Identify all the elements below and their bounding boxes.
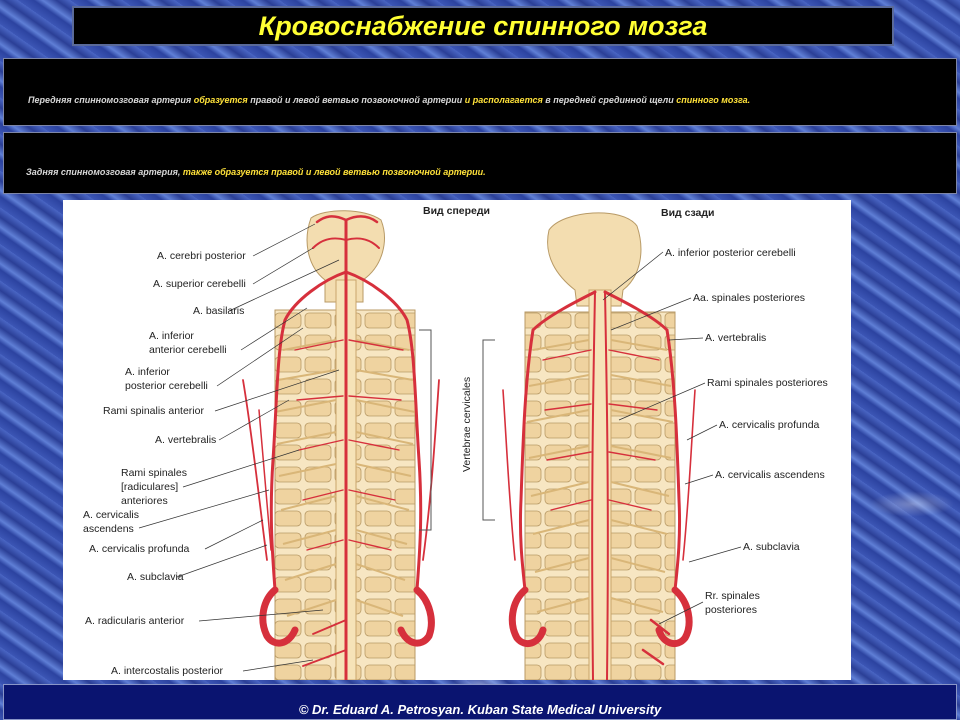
label-superior-cerebelli: A. superior cerebelli: [153, 278, 246, 290]
header-front: Вид спереди: [423, 205, 491, 217]
label-vertebralis: A. vertebralis: [155, 434, 217, 446]
label-inferior-posterior-1: A. inferior: [125, 366, 170, 378]
text-segment-highlight: также образуется правой и левой ветвью позвоночной артерии.: [182, 167, 486, 177]
label-inferior-anterior-1: A. inferior: [149, 330, 194, 342]
label-cervicalis-ascendens-1: A. cervicalis: [83, 509, 140, 521]
label-cervicalis-ascendens-back: A. cervicalis ascendens: [715, 469, 825, 481]
label-basilaris: A. basilaris: [193, 305, 245, 317]
label-inferior-anterior-2: anterior cerebelli: [149, 344, 227, 356]
label-intercostalis-posterior: A. intercostalis posterior: [111, 665, 224, 677]
text-segment: в передней срединной щели: [542, 95, 677, 105]
label-inferior-posterior-cerebelli: A. inferior posterior cerebelli: [665, 247, 796, 259]
text-segment-highlight: образуется: [193, 95, 248, 105]
label-cervicalis-profunda: A. cervicalis profunda: [89, 543, 190, 555]
label-rr-spinales-1: Rr. spinales: [705, 590, 760, 602]
footer-bar: [3, 684, 957, 720]
anatomy-illustration: [63, 200, 851, 680]
title-bar: [72, 6, 894, 46]
label-rami-spinales-1: Rami spinales: [121, 467, 187, 479]
label-inferior-posterior-2: posterior cerebelli: [125, 380, 208, 392]
anatomy-figure: [63, 200, 851, 680]
label-rami-spinales-3: anteriores: [121, 495, 168, 507]
label-rami-spinales-2: [radiculares]: [121, 481, 179, 493]
text-box-anterior: [3, 58, 957, 126]
vertebrae-label: Vertebrae cervicales: [461, 376, 473, 472]
front-view: [243, 211, 439, 680]
back-view: [483, 213, 695, 680]
label-subclavia-back: A. subclavia: [743, 541, 800, 553]
label-cerebri-posterior: A. cerebri posterior: [157, 250, 246, 262]
text-segment: Задняя спинномозговая артерия,: [26, 167, 183, 177]
text-line-anterior: [28, 95, 750, 105]
slide-title: Кровоснабжение спинного мозга: [258, 10, 708, 41]
header-back: Вид сзади: [661, 207, 715, 219]
label-spinales-posteriores: Aa. spinales posteriores: [693, 292, 806, 304]
text-segment: правой и левой ветвью позвоночной артерии: [247, 95, 465, 105]
footer-credit: © Dr. Eduard A. Petrosyan. Kuban State Medical University: [298, 702, 662, 717]
label-rami-spinalis-anterior: Rami spinalis anterior: [103, 405, 204, 417]
label-cervicalis-profunda-back: A. cervicalis profunda: [719, 419, 820, 431]
label-vertebralis-back: A. vertebralis: [705, 332, 767, 344]
text-segment-highlight: спинного мозга.: [676, 95, 751, 105]
text-box-posterior: [3, 132, 957, 194]
text-segment: Передняя спинномозговая артерия: [28, 95, 194, 105]
label-rr-spinales-2: posteriores: [705, 604, 757, 616]
right-labels: [665, 247, 828, 616]
label-rami-spinales-posteriores: Rami spinales posteriores: [707, 377, 828, 389]
label-subclavia: A. subclavia: [127, 571, 184, 583]
text-line-posterior: [26, 167, 486, 177]
label-radicularis-anterior: A. radicularis anterior: [85, 615, 185, 627]
label-cervicalis-ascendens-2: ascendens: [83, 523, 134, 535]
left-labels: [83, 250, 246, 677]
text-segment-highlight: и располагается: [464, 95, 543, 105]
